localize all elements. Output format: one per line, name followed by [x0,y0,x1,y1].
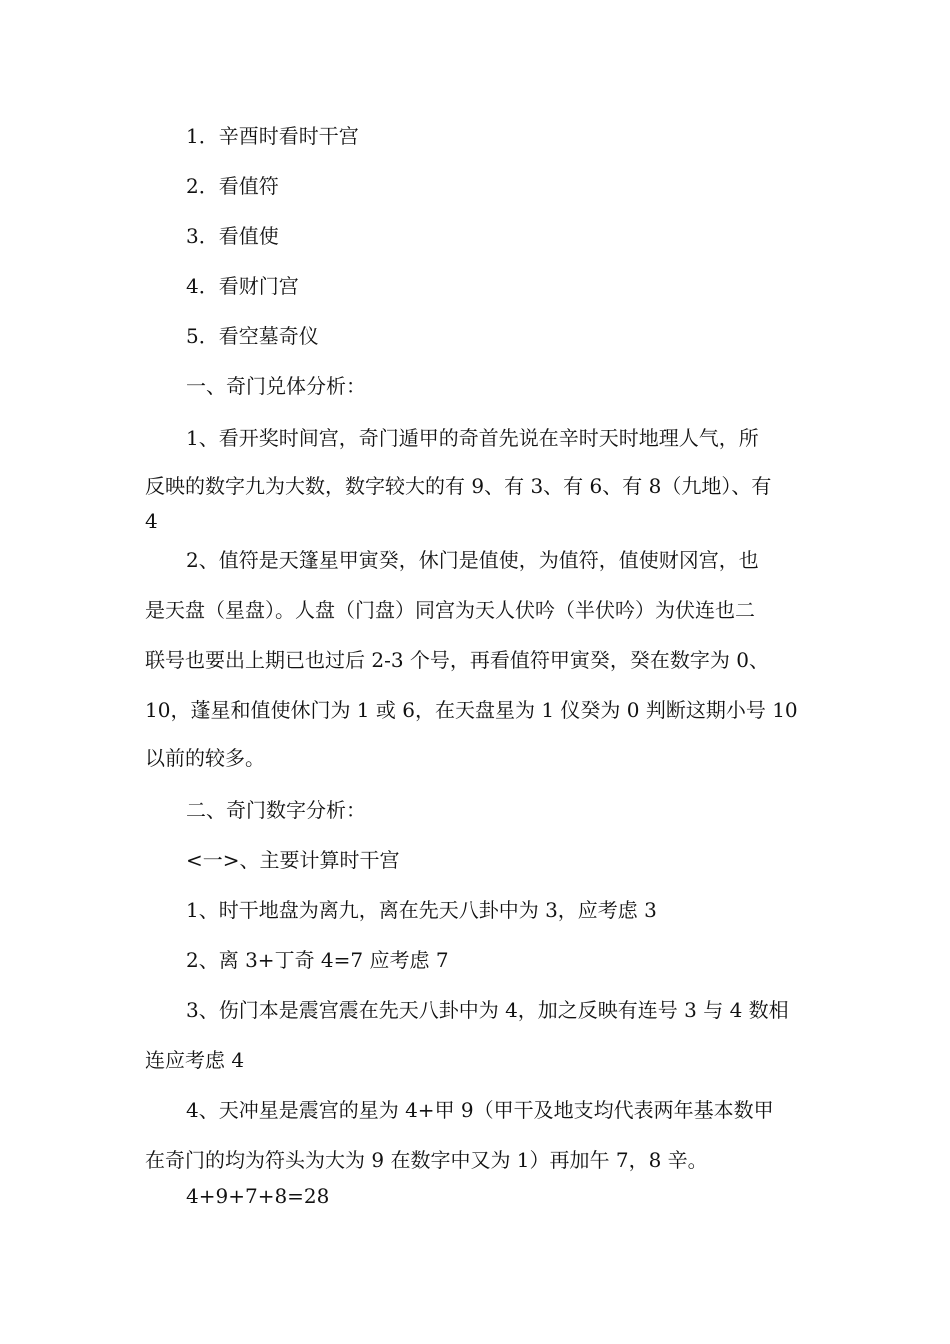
paragraph-line: 1、时干地盘为离九，离在先天八卦中为 3，应考虑 3 [186,898,657,922]
paragraph-line: 2、离 3+丁奇 4=7 应考虑 7 [186,948,449,972]
section-heading: 二、奇门数字分析： [186,798,366,822]
paragraph-line: 10，蓬星和值使休门为 1 或 6，在天盘星为 1 仪癸为 0 判断这期小号 10 [145,698,798,722]
list-item: 1．辛酉时看时干宫 [186,124,359,148]
paragraph-line: 连应考虑 4 [145,1048,245,1072]
list-item: 3．看值使 [186,224,279,248]
list-item: 4．看财门宫 [186,274,299,298]
formula-line: 4+9+7+8=28 [186,1184,330,1208]
paragraph-line: 3、伤门本是震宫震在先天八卦中为 4，加之反映有连号 3 与 4 数相 [186,998,789,1022]
subsection-heading: <一>、主要计算时干宫 [186,848,400,872]
paragraph-line: 4、天冲星是震宫的星为 4+甲 9（甲干及地支均代表两年基本数甲 [186,1098,774,1122]
list-item: 5．看空墓奇仪 [186,324,319,348]
list-item: 2．看值符 [186,174,279,198]
paragraph-line: 联号也要出上期已也过后 2-3 个号，再看值符甲寅癸，癸在数字为 0、 [145,648,770,672]
section-heading: 一、奇门兑体分析： [186,374,366,398]
paragraph-line: 在奇门的均为符头为大为 9 在数字中又为 1）再加午 7，8 辛。 [145,1148,708,1172]
paragraph-line: 2、值符是天篷星甲寅癸，休门是值使，为值符，值使财冈宫，也 [186,548,759,572]
paragraph-line: 是天盘（星盘）。人盘（门盘）同宫为天人伏吟（半伏吟）为伏连也二 [145,598,755,622]
paragraph-line: 1、看开奖时间宫，奇门遁甲的奇首先说在辛时天时地理人气，所 [186,426,759,450]
paragraph-line: 反映的数字九为大数，数字较大的有 9、有 3、有 6、有 8（九地）、有 [145,474,772,498]
paragraph-line: 以前的较多。 [145,746,265,770]
paragraph-line: 4 [145,509,158,533]
